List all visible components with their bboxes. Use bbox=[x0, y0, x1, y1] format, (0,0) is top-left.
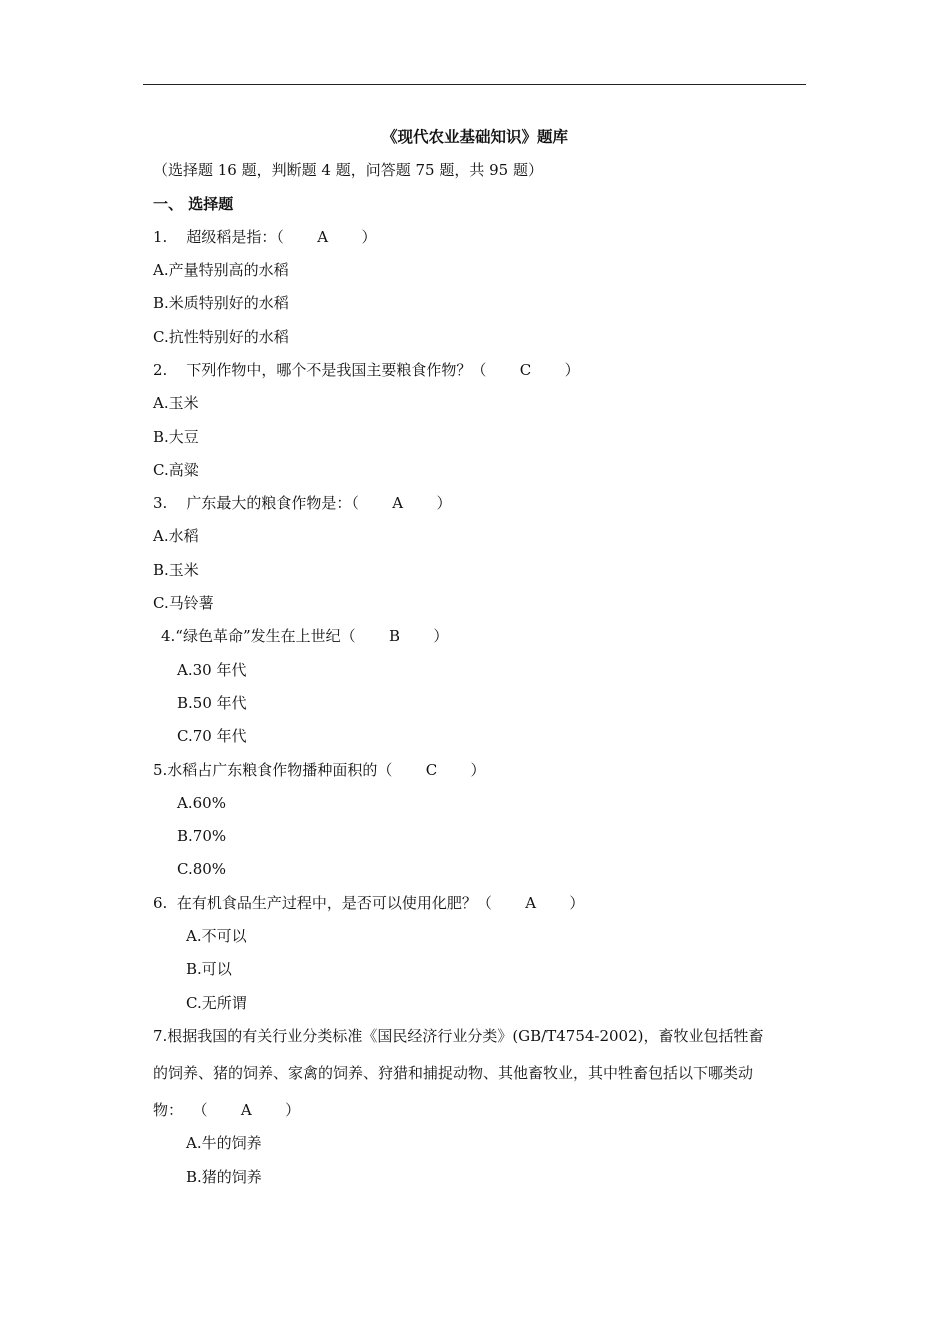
question-5-option-b: B.70% bbox=[177, 827, 227, 845]
section-heading: 一、 选择题 bbox=[153, 195, 234, 213]
question-7-stem-line-2: 的饲养、猪的饲养、家禽的饲养、狩猎和捕捉动物、其他畜牧业，其中牲畜包括以下哪类动 bbox=[153, 1064, 754, 1082]
question-4-option-a: A.30 年代 bbox=[177, 661, 247, 679]
question-4-option-c: C.70 年代 bbox=[177, 727, 247, 745]
question-3-option-a: A.水稻 bbox=[153, 527, 199, 545]
question-1-option-b: B.米质特别好的水稻 bbox=[153, 294, 289, 312]
question-4-stem: 4.“绿色革命”发生在上世纪（ B ） bbox=[161, 627, 449, 645]
question-2-stem: 2. 下列作物中，哪个不是我国主要粮食作物？（ C ） bbox=[153, 361, 580, 379]
question-2-option-b: B.大豆 bbox=[153, 428, 199, 446]
question-1-option-a: A.产量特别高的水稻 bbox=[153, 261, 289, 279]
header-rule bbox=[143, 84, 806, 85]
question-1-option-c: C.抗性特别好的水稻 bbox=[153, 328, 289, 346]
question-6-stem: 6. 在有机食品生产过程中，是否可以使用化肥？（ A ） bbox=[153, 894, 585, 912]
document-title: 《现代农业基础知识》题库 bbox=[381, 127, 568, 146]
question-7-option-b: B.猪的饲养 bbox=[186, 1168, 262, 1186]
question-5-option-c: C.80% bbox=[177, 860, 227, 878]
question-7-stem-line-1: 7.根据我国的有关行业分类标准《国民经济行业分类》(GB/T4754-2002)，畜牧业包括牲畜 bbox=[153, 1027, 764, 1045]
question-5-stem: 5.水稻占广东粮食作物播种面积的（ C ） bbox=[153, 761, 486, 779]
question-3-stem: 3. 广东最大的粮食作物是：（ A ） bbox=[153, 494, 452, 512]
document-subtitle: （选择题 16 题，判断题 4 题，问答题 75 题，共 95 题） bbox=[153, 161, 543, 179]
question-2-option-c: C.高粱 bbox=[153, 461, 199, 479]
question-2-option-a: A.玉米 bbox=[153, 394, 199, 412]
question-6-option-b: B.可以 bbox=[186, 960, 232, 978]
question-6-option-a: A.不可以 bbox=[186, 927, 247, 945]
question-3-option-b: B.玉米 bbox=[153, 561, 199, 579]
question-7-stem-line-3: 物： （ A ） bbox=[153, 1101, 301, 1119]
question-5-option-a: A.60% bbox=[177, 794, 226, 812]
question-4-option-b: B.50 年代 bbox=[177, 694, 247, 712]
question-6-option-c: C.无所谓 bbox=[186, 994, 247, 1012]
question-3-option-c: C.马铃薯 bbox=[153, 594, 214, 612]
question-7-option-a: A.牛的饲养 bbox=[186, 1134, 262, 1152]
question-1-stem: 1. 超级稻是指：（ A ） bbox=[153, 228, 377, 246]
